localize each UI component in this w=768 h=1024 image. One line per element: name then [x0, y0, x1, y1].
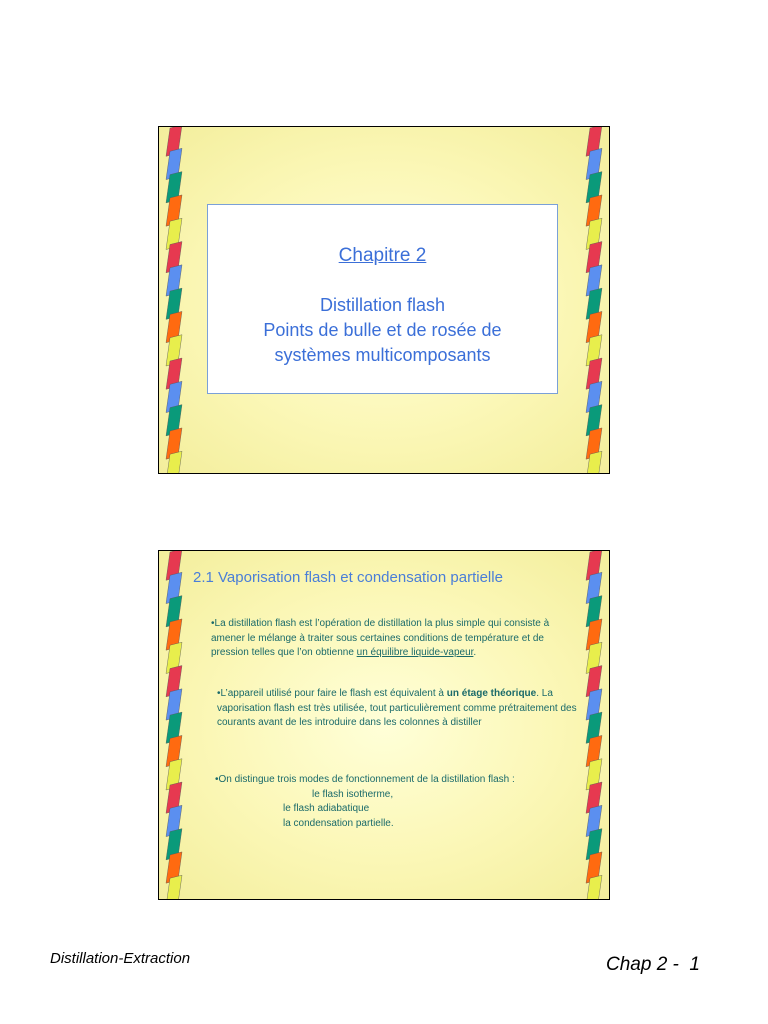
subtitle-line: Points de bulle et de rosée de — [263, 320, 502, 340]
equilibrium-link-text: un équilibre liquide-vapeur — [356, 647, 474, 658]
chapter-subtitle — [208, 293, 557, 368]
paragraph-flash-definition — [211, 617, 581, 661]
subtitle-line: systèmes multicomposants — [274, 345, 491, 365]
footer-page-number: Chap 2 - 1 — [606, 954, 700, 975]
mode-item: le flash isotherme, — [312, 788, 394, 800]
decorative-stripe-left — [161, 551, 187, 899]
mode-item: le flash adiabatique — [283, 803, 370, 814]
emphasis-text: un étage théorique — [446, 688, 537, 699]
subtitle-line: Distillation flash — [319, 295, 446, 315]
mode-item: la condensation partielle. — [283, 817, 394, 829]
paragraph-text: •La distillation flash est l’opération de distillation la plus simple qui consiste à amener le mélange à traiter sous certaines conditions de température et de pression telles que l’on obtienne — [211, 618, 550, 658]
slide-1 — [158, 126, 610, 474]
slide-2 — [158, 550, 610, 900]
title-box — [207, 204, 558, 394]
decorative-stripe-right — [581, 551, 607, 899]
paragraph-modes — [215, 773, 595, 831]
decorative-stripe-left — [161, 127, 187, 473]
paragraph-text: •L’appareil utilisé pour faire le flash est équivalent à — [217, 688, 447, 699]
paragraph-text: . — [473, 647, 477, 658]
decorative-stripe-right — [581, 127, 607, 473]
section-heading: 2.1 Vaporisation flash et condensation partielle — [193, 569, 503, 586]
footer-course-title: Distillation-Extraction — [50, 950, 191, 967]
paragraph-apparatus — [217, 687, 577, 731]
modes-intro: •On distingue trois modes de fonctionnement de la distillation flash : — [215, 774, 515, 785]
chapter-title: Chapitre 2 — [338, 245, 427, 266]
paragraph-text: . La vaporisation flash est très utilisée, tout particulièrement comme prétraitement des courants avant de les introduire dans les colonnes à distiller — [217, 688, 577, 728]
